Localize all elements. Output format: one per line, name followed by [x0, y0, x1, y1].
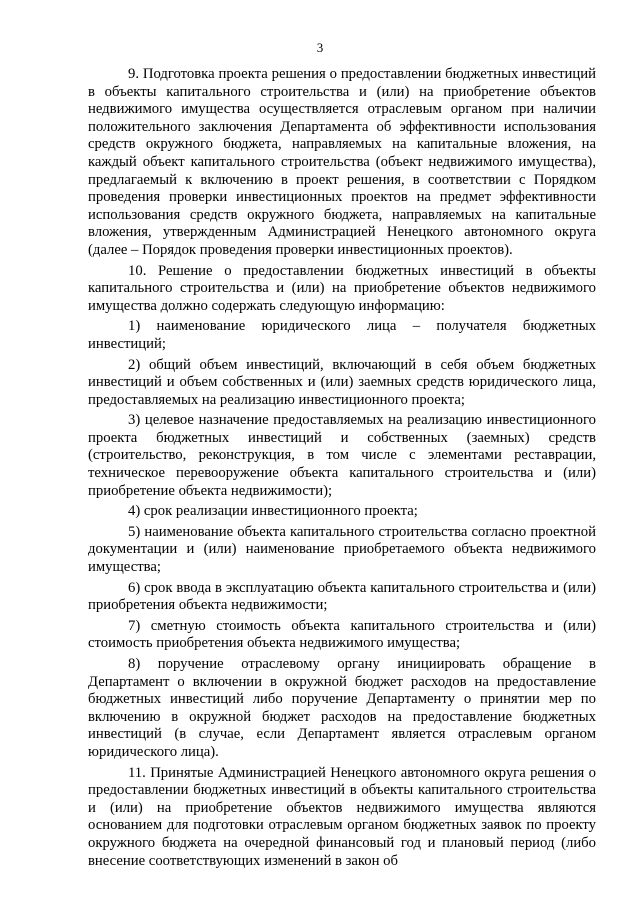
list-item-4: 4) срок реализации инвестиционного проекта; [128, 503, 418, 520]
list-item-6: 6) срок ввода в эксплуатацию объекта капитального строительства и (или) приобретения объекта недвижимости; [88, 579, 596, 614]
paragraph-10: 10. Решение о предоставлении бюджетных инвестиций в объекты капитального строительства и (или) на приобретение объектов недвижимого имущества должно содержать следующую информацию: [88, 262, 596, 314]
list-item-7: 7) сметную стоимость объекта капитального строительства и (или) стоимость приобретения объекта недвижимого имущества; [88, 617, 596, 652]
list-item-2: 2) общий объем инвестиций, включающий в себя объем бюджетных инвестиций и объем собственных и (или) заемных средств юридического лица, предоставляемых на реализацию инвестиционного проекта; [88, 356, 596, 408]
page-number: 3 [316, 40, 324, 55]
list-item-3: 3) целевое назначение предоставляемых на реализацию инвестиционного проекта бюджетных инвестиций и собственных (заемных) средств (строительство, реконструкция, в том числе с элементами реставрации, техническое перевооружение объекта капитального строительства и (или) приобретение объекта недвижимости); [88, 412, 596, 499]
document-body [88, 66, 596, 873]
list-item-1: 1) наименование юридического лица – получателя бюджетных инвестиций; [88, 318, 596, 352]
paragraph-11: 11. Принятые Администрацией Ненецкого автономного округа решения о предоставлении бюджетных инвестиций в объекты капитального строительства и (или) на приобретение объектов недвижимого имущества являются основанием для подготовки отраслевым органом бюджетных заявок по проекту окружного бюджета на очередной финансовый год и плановый период (либо внесение соответствующих изменений в закон об [88, 764, 596, 869]
list-item-5: 5) наименование объекта капитального строительства согласно проектной документации и (или) наименование приобретаемого объекта недвижимого имущества; [88, 523, 596, 576]
paragraph-9: 9. Подготовка проекта решения о предоставлении бюджетных инвестиций в объекты капитального строительства и (или) на приобретение объектов недвижимого имущества осуществляется отраслевым органом при наличии положительного заключения Департамента об эффективности использования средств окружного бюджета, направляемых на капитальные вложения, на каждый объект капитального строительства (объект недвижимого имущества), предлагаемый к включению в проект решения, в соответствии с Порядком проведения проверки инвестиционных проектов на предмет эффективности использования средств окружного бюджета, направляемых на капитальные вложения, утвержденным Администрацией Ненецкого автономного округа (далее – Порядок проведения проверки инвестиционных проектов). [88, 66, 596, 258]
list-item-8: 8) поручение отраслевому органу инициировать обращение в Департамент о включении в окружной бюджет расходов на предоставление бюджетных инвестиций либо поручение Департаменту о принятии мер по включению в окружной бюджет расходов на предоставление бюджетных инвестиций (в случае, если Департамент является отраслевым органом юридического лица). [88, 656, 596, 760]
